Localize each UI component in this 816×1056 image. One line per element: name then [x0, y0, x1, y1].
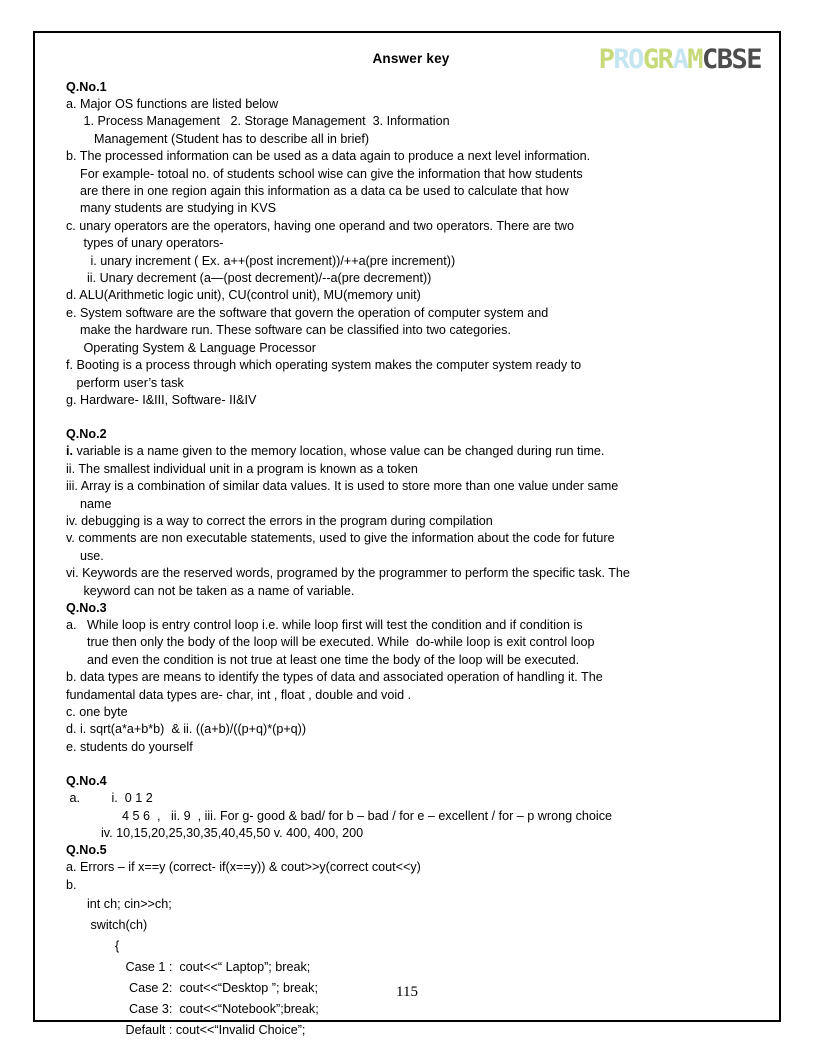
q5-code-line-5: Case 3: cout<<“Notebook”;break;	[66, 1002, 319, 1017]
q3-line-1: true then only the body of the loop will be executed. While do-while loop is exit control loop	[66, 635, 595, 650]
question-5-heading: Q.No.5	[66, 843, 107, 858]
q1-line-15: f. Booting is a process through which operating system makes the computer system ready to	[66, 358, 582, 373]
q5-code-line-2: {	[66, 939, 120, 954]
page-header	[66, 44, 761, 79]
page-content	[66, 44, 761, 1041]
q2-line-0-text: variable is a name given to the memory location, whose value can be changed during run time.	[73, 444, 605, 459]
q2-line-8: keyword can not be taken as a name of variable.	[66, 583, 355, 598]
q2-line-1: ii. The smallest individual unit in a program is known as a token	[66, 461, 418, 476]
q2-line-7: vi. Keywords are the reserved words, programed by the programmer to perform the specific task. The	[66, 566, 630, 581]
q3-line-4: fundamental data types are- char, int , float , double and void .	[66, 687, 412, 702]
q5-code-line-4: Case 2: cout<<“Desktop ”; break;	[66, 981, 318, 996]
q2-line-4: iv. debugging is a way to correct the errors in the program during compilation	[66, 513, 493, 528]
logo-letter-g: G	[642, 44, 658, 75]
q1-line-7: c. unary operators are the operators, having one operand and two operators. There are two	[66, 218, 575, 233]
q3-line-5: c. one byte	[66, 705, 128, 719]
q5-line-0: a. Errors – if x==y (correct- if(x==y)) & cout>>y(correct cout<<y)	[66, 860, 421, 875]
q1-line-4: For example- totoal no. of students school wise can give the information that how students	[66, 166, 583, 181]
logo-letter-m: M	[687, 44, 702, 75]
q1-line-10: ii. Unary decrement (a—(post decrement)/--a(pre decrement))	[66, 271, 432, 286]
q5-code-line-0: int ch; cin>>ch;	[66, 897, 172, 912]
q2-line-5: v. comments are non executable statements, used to give the information about the code for future	[66, 531, 615, 546]
q1-line-12: e. System software are the software that govern the operation of computer system and	[66, 305, 549, 320]
q3-line-2: and even the condition is not true at least one time the body of the loop will be executed.	[66, 652, 580, 667]
q1-line-0: a. Major OS functions are listed below	[66, 97, 279, 111]
q3-line-6: d. i. sqrt(a*a+b*b) & ii. ((a+b)/((p+q)*(p+q))	[66, 722, 307, 737]
logo-letter-r2: R	[657, 44, 673, 75]
document-page	[33, 31, 781, 1038]
q5-code-line-6: Default : cout<<“Invalid Choice”;	[66, 1023, 306, 1038]
question-4-heading: Q.No.4	[66, 774, 107, 789]
q5-line-1: b.	[66, 877, 77, 892]
logo-letter-r1: R	[613, 44, 629, 75]
q2-line-6: use.	[66, 548, 104, 563]
logo-letter-o: O	[628, 44, 643, 75]
q5-code-line-1: switch(ch)	[66, 918, 148, 933]
q1-line-13: make the hardware run. These software can be classified into two categories.	[66, 323, 511, 338]
programcbse-logo	[599, 45, 761, 75]
q2-line-2: iii. Array is a combination of similar data values. It is used to store more than one value under same	[66, 479, 619, 494]
q1-line-16: perform user’s task	[66, 375, 184, 390]
logo-letter-a: A	[672, 44, 688, 75]
q1-line-1: 1. Process Management 2. Storage Management 3. Information	[66, 114, 450, 129]
spacer-after-q1	[66, 409, 756, 426]
q1-line-6: many students are studying in KVS	[66, 201, 277, 216]
logo-letter-p: P	[598, 44, 614, 75]
q1-line-11: d. ALU(Arithmetic logic unit), CU(control unit), MU(memory unit)	[66, 288, 421, 303]
q5-code-line-3: Case 1 : cout<<“ Laptop”; break;	[66, 960, 311, 975]
q4-line-0: a. i. 0 1 2	[66, 791, 153, 806]
q1-line-8: types of unary operators-	[66, 236, 224, 251]
q2-marker-i: i.	[66, 444, 73, 459]
q4-line-1: 4 5 6 , ii. 9 , iii. For g- good & bad/ for b – bad / for e – excellent / for – p wrong choice	[66, 808, 613, 823]
spacer-after-q3	[66, 756, 756, 773]
q1-line-9: i. unary increment ( Ex. a++(post increment))/++a(pre increment))	[66, 253, 456, 268]
q1-line-2: Management (Student has to describe all in brief)	[66, 131, 370, 146]
page-number: 115	[396, 984, 418, 1000]
q1-line-17: g. Hardware- I&III, Software- II&IV	[66, 392, 257, 407]
question-1-heading: Q.No.1	[66, 80, 107, 94]
q4-line-2: iv. 10,15,20,25,30,35,40,45,50 v. 400, 400, 200	[66, 826, 364, 841]
q2-line-0	[66, 443, 756, 460]
page-title: Answer key	[372, 51, 450, 66]
q1-line-14: Operating System & Language Processor	[66, 340, 316, 355]
q1-line-5: are there in one region again this information as a data ca be used to calculate that how	[66, 184, 569, 199]
q1-line-3: b. The processed information can be used as a data again to produce a next level information.	[66, 149, 591, 164]
question-2-heading: Q.No.2	[66, 427, 107, 442]
q2-line-3: name	[66, 496, 112, 511]
q3-line-0: a. While loop is entry control loop i.e. while loop first will test the condition and if condition is	[66, 617, 583, 632]
question-3-heading: Q.No.3	[66, 600, 107, 615]
q3-line-7: e. students do yourself	[66, 739, 193, 754]
q3-line-3: b. data types are means to identify the types of data and associated operation of handling it. The	[66, 670, 603, 685]
logo-text-cbse: CBSE	[701, 44, 761, 75]
